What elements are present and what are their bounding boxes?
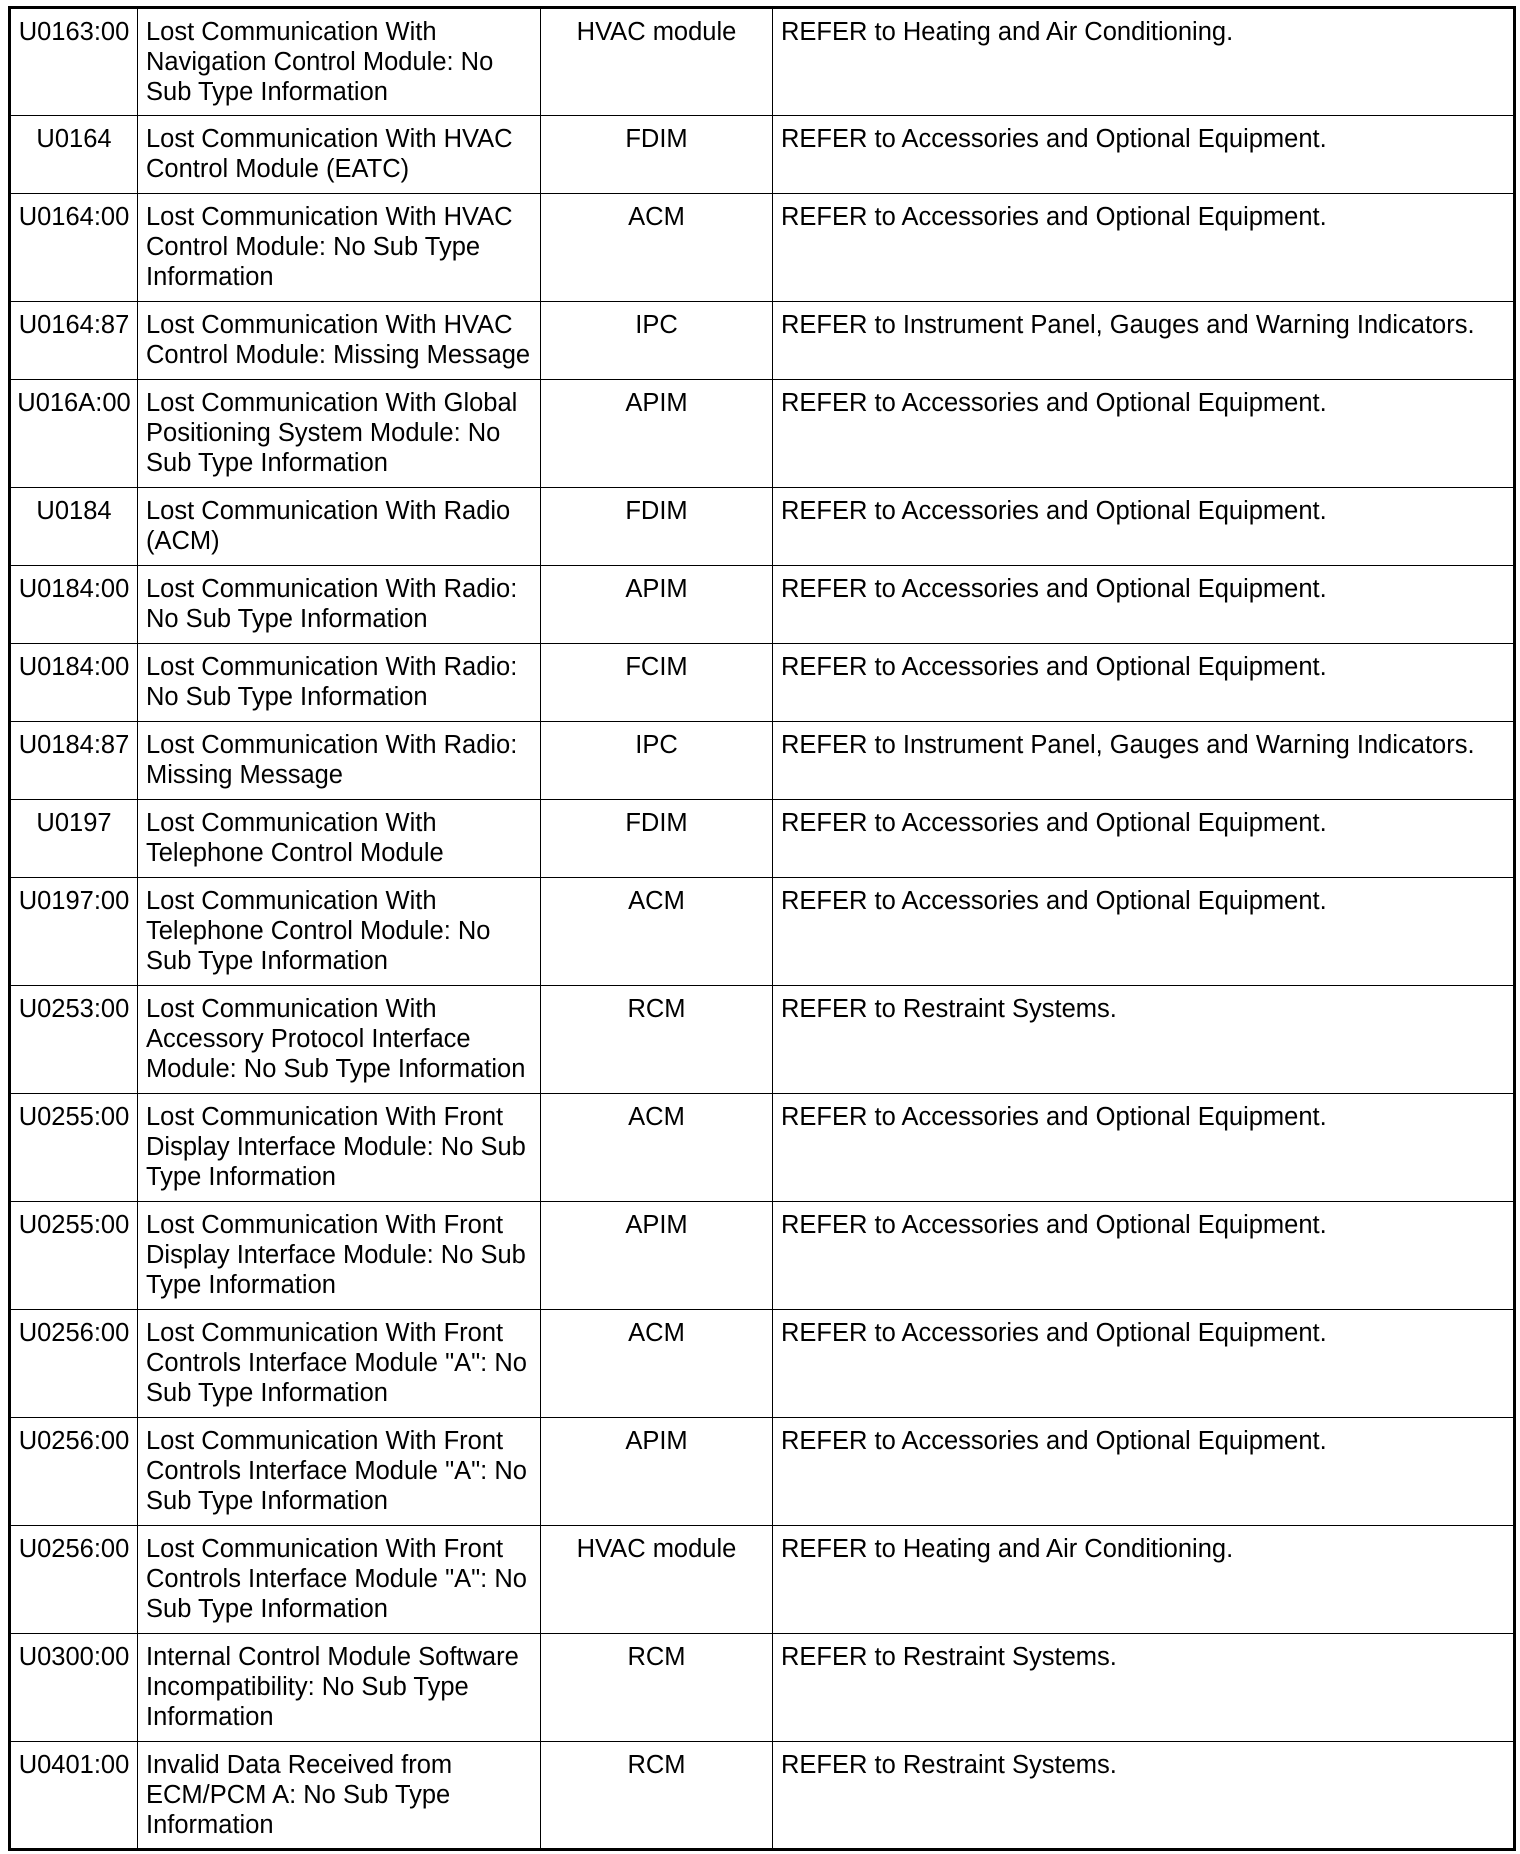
dtc-description-cell: Lost Communication With Global Positioning System Module: No Sub Type Information (138, 380, 541, 488)
action-cell: REFER to Accessories and Optional Equipment. (773, 1094, 1515, 1202)
dtc-code-cell: U0164 (10, 116, 138, 194)
dtc-code-cell: U0256:00 (10, 1526, 138, 1634)
table-row (10, 1202, 1515, 1310)
module-cell: IPC (541, 302, 773, 380)
table-row (10, 800, 1515, 878)
dtc-description-cell: Lost Communication With Radio: No Sub Type Information (138, 644, 541, 722)
action-cell: REFER to Accessories and Optional Equipment. (773, 1310, 1515, 1418)
module-cell: ACM (541, 1094, 773, 1202)
dtc-code-cell: U0253:00 (10, 986, 138, 1094)
table-row (10, 1418, 1515, 1526)
module-cell: APIM (541, 566, 773, 644)
table-row (10, 1526, 1515, 1634)
dtc-code-cell: U0255:00 (10, 1094, 138, 1202)
dtc-code-cell: U0184:00 (10, 644, 138, 722)
dtc-description-cell: Lost Communication With Front Controls Interface Module "A": No Sub Type Information (138, 1310, 541, 1418)
module-cell: HVAC module (541, 8, 773, 116)
action-cell: REFER to Accessories and Optional Equipment. (773, 116, 1515, 194)
module-cell: FCIM (541, 644, 773, 722)
table-row (10, 644, 1515, 722)
dtc-code-cell: U0184:00 (10, 566, 138, 644)
action-cell: REFER to Restraint Systems. (773, 1634, 1515, 1742)
table-row (10, 1742, 1515, 1850)
dtc-description-cell: Lost Communication With Accessory Protocol Interface Module: No Sub Type Information (138, 986, 541, 1094)
module-cell: IPC (541, 722, 773, 800)
dtc-code-cell: U0164:87 (10, 302, 138, 380)
table-row (10, 488, 1515, 566)
module-cell: FDIM (541, 488, 773, 566)
action-cell: REFER to Accessories and Optional Equipment. (773, 488, 1515, 566)
dtc-code-cell: U0300:00 (10, 1634, 138, 1742)
action-cell: REFER to Accessories and Optional Equipment. (773, 380, 1515, 488)
action-cell: REFER to Restraint Systems. (773, 986, 1515, 1094)
dtc-description-cell: Lost Communication With Radio (ACM) (138, 488, 541, 566)
dtc-code-cell: U0164:00 (10, 194, 138, 302)
dtc-description-cell: Lost Communication With Front Display Interface Module: No Sub Type Information (138, 1094, 541, 1202)
table-row (10, 8, 1515, 116)
dtc-description-cell: Lost Communication With HVAC Control Module: Missing Message (138, 302, 541, 380)
action-cell: REFER to Heating and Air Conditioning. (773, 1526, 1515, 1634)
module-cell: ACM (541, 1310, 773, 1418)
dtc-description-cell: Lost Communication With Telephone Control Module: No Sub Type Information (138, 878, 541, 986)
dtc-description-cell: Lost Communication With Front Controls Interface Module "A": No Sub Type Information (138, 1526, 541, 1634)
action-cell: REFER to Accessories and Optional Equipment. (773, 1418, 1515, 1526)
action-cell: REFER to Accessories and Optional Equipment. (773, 566, 1515, 644)
table-row (10, 1310, 1515, 1418)
module-cell: RCM (541, 1742, 773, 1850)
table-row (10, 878, 1515, 986)
table-row (10, 380, 1515, 488)
table-row (10, 302, 1515, 380)
action-cell: REFER to Accessories and Optional Equipment. (773, 878, 1515, 986)
dtc-code-cell: U0401:00 (10, 1742, 138, 1850)
dtc-description-cell: Internal Control Module Software Incompatibility: No Sub Type Information (138, 1634, 541, 1742)
action-cell: REFER to Accessories and Optional Equipment. (773, 644, 1515, 722)
dtc-description-cell: Lost Communication With HVAC Control Module (EATC) (138, 116, 541, 194)
action-cell: REFER to Instrument Panel, Gauges and Warning Indicators. (773, 722, 1515, 800)
dtc-code-cell: U0184:87 (10, 722, 138, 800)
action-cell: REFER to Restraint Systems. (773, 1742, 1515, 1850)
module-cell: FDIM (541, 800, 773, 878)
action-cell: REFER to Accessories and Optional Equipment. (773, 194, 1515, 302)
dtc-code-cell: U0184 (10, 488, 138, 566)
dtc-description-cell: Lost Communication With Front Controls Interface Module "A": No Sub Type Information (138, 1418, 541, 1526)
dtc-code-cell: U0256:00 (10, 1310, 138, 1418)
table-row (10, 566, 1515, 644)
module-cell: FDIM (541, 116, 773, 194)
dtc-description-cell: Invalid Data Received from ECM/PCM A: No Sub Type Information (138, 1742, 541, 1850)
action-cell: REFER to Heating and Air Conditioning. (773, 8, 1515, 116)
dtc-description-cell: Lost Communication With Telephone Control Module (138, 800, 541, 878)
module-cell: ACM (541, 878, 773, 986)
module-cell: APIM (541, 1418, 773, 1526)
module-cell: APIM (541, 380, 773, 488)
dtc-description-cell: Lost Communication With Navigation Control Module: No Sub Type Information (138, 8, 541, 116)
module-cell: RCM (541, 1634, 773, 1742)
dtc-table-body (10, 8, 1515, 1850)
table-row (10, 986, 1515, 1094)
module-cell: APIM (541, 1202, 773, 1310)
action-cell: REFER to Instrument Panel, Gauges and Warning Indicators. (773, 302, 1515, 380)
dtc-code-cell: U0163:00 (10, 8, 138, 116)
dtc-description-cell: Lost Communication With Radio: Missing Message (138, 722, 541, 800)
dtc-description-cell: Lost Communication With Radio: No Sub Type Information (138, 566, 541, 644)
module-cell: ACM (541, 194, 773, 302)
dtc-description-cell: Lost Communication With Front Display Interface Module: No Sub Type Information (138, 1202, 541, 1310)
dtc-description-cell: Lost Communication With HVAC Control Module: No Sub Type Information (138, 194, 541, 302)
module-cell: RCM (541, 986, 773, 1094)
table-row (10, 116, 1515, 194)
dtc-code-cell: U0255:00 (10, 1202, 138, 1310)
table-row (10, 1094, 1515, 1202)
table-row (10, 194, 1515, 302)
dtc-code-cell: U0197 (10, 800, 138, 878)
module-cell: HVAC module (541, 1526, 773, 1634)
dtc-table (8, 6, 1516, 1851)
table-row (10, 1634, 1515, 1742)
action-cell: REFER to Accessories and Optional Equipment. (773, 800, 1515, 878)
dtc-code-cell: U0256:00 (10, 1418, 138, 1526)
table-row (10, 722, 1515, 800)
dtc-code-cell: U0197:00 (10, 878, 138, 986)
dtc-code-cell: U016A:00 (10, 380, 138, 488)
action-cell: REFER to Accessories and Optional Equipment. (773, 1202, 1515, 1310)
